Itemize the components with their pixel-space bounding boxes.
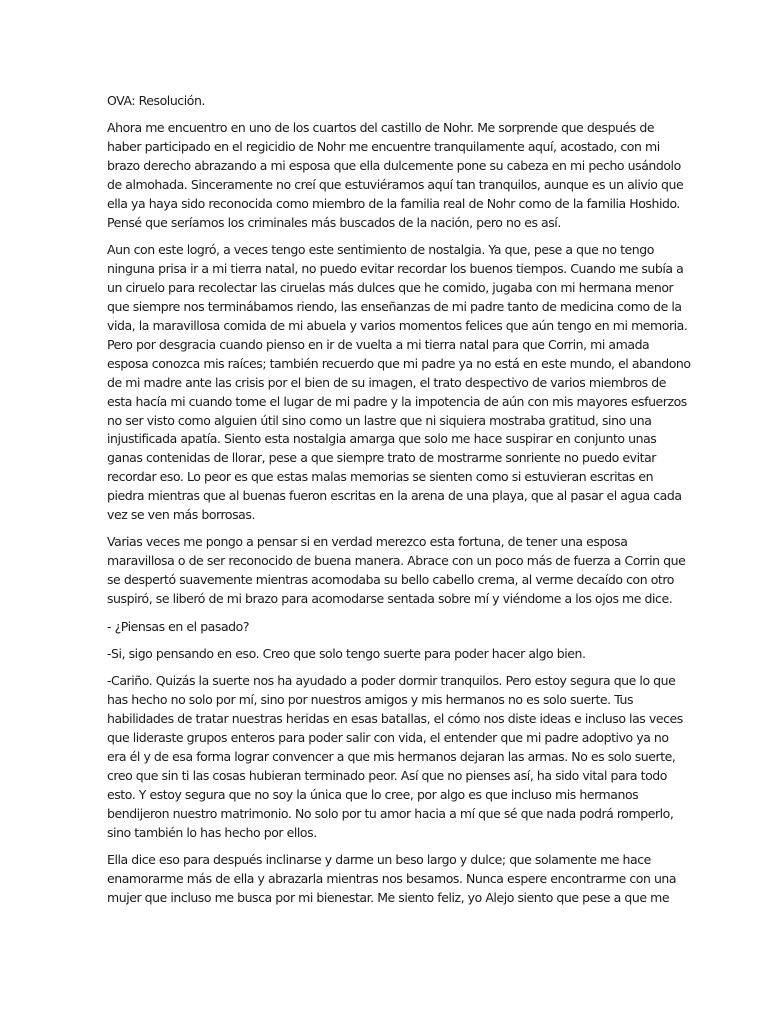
text-line: de almohada. Sinceramente no creí que estuviéramos aquí tan tranquilos, aunque es un alivio que (107, 177, 684, 193)
text-line: sino también lo has hecho por ellos. (107, 824, 317, 840)
text-line: suspiró, se liberó de mi brazo para acomodarse sentada sobre mí y viéndome a los ojos me dice. (107, 591, 673, 607)
text-line: que lideraste grupos enteros para poder salir con vida, el entender que mi padre adoptivo ya no (107, 730, 669, 746)
text-line: brazo derecho abrazando a mi esposa que ella dulcemente pone su cabeza en mi pecho usándolo (107, 158, 681, 174)
text-line: esto. Y estoy segura que no soy la única que lo cree, por algo es que incluso mis hermanos (107, 786, 639, 802)
document-body (107, 119, 691, 907)
text-line: has hecho no solo por mí, sino por nuestros amigos y mis hermanos no es solo suerte. Tus (107, 692, 634, 708)
paragraph (107, 851, 677, 908)
text-line: de mi madre ante las crisis por el bien de su imagen, el trato despectivo de varios miembros de (107, 374, 666, 390)
text-line: esposa conozca mis raíces; también recuerdo que mi padre ya no está en este mundo, el abandono (107, 355, 691, 371)
text-line: habilidades de tratar nuestras heridas en esas batallas, el cómo nos diste ideas e incluso las veces (107, 711, 683, 727)
text-line: creo que sin ti las cosas hubieran terminado peor. Así que no pienses así, ha sido vital para todo (107, 767, 667, 783)
paragraph (107, 533, 686, 609)
paragraph (107, 241, 691, 525)
text-line: bendijeron nuestro matrimonio. No solo por tu amor hacia a mí que sé que nada podrá romperlo, (107, 805, 674, 821)
text-line: -Si, sigo pensando en eso. Creo que solo tengo suerte para poder hacer algo bien. (107, 645, 586, 661)
paragraph (107, 119, 684, 232)
text-line: ninguna prisa ir a mi tierra natal, no puedo evitar recordar los buenos tiempos. Cuando me subía a (107, 261, 684, 277)
text-line: enamorarme más de ella y abrazarla mientras nos besamos. Nunca espere encontrarme con una (107, 870, 677, 886)
paragraph (107, 618, 662, 637)
text-line: era él y de esa forma lograr convencer a que mis hermanos dejaran las armas. No es solo suerte, (107, 749, 676, 764)
text-line: haber participado en el regicidio de Nohr me encuentre tranquilamente aquí, acostado, con mi (107, 139, 660, 155)
text-line: piedra mientras que al buenas fueron escritas en la arena de una playa, que al pasar el agua cada (107, 488, 682, 504)
text-line: ella ya haya sido reconocida como miembro de la familia real de Nohr como de la familia Hoshido. (107, 196, 680, 212)
text-line: esta hacía mi cuando tome el lugar de mi padre y la impotencia de aún con mis mayores esfuerzos (107, 393, 687, 409)
text-line: ganas contenidas de llorar, pese a que siempre trato de mostrarme sonriente no puedo evitar (107, 450, 656, 466)
text-line: Pensé que seríamos los criminales más buscados de la nación, pero no es así. (107, 214, 561, 230)
text-line: Aun con este logró, a veces tengo este sentimiento de nostalgia. Ya que, pese a que no tengo (107, 242, 654, 258)
text-line: mujer que incluso me busca por mi bienestar. Me siento feliz, yo Alejo siento que pese a que me (107, 889, 670, 905)
text-line: maravillosa o de ser reconocido de buena manera. Abrace con un poco más de fuerza a Corrin que (107, 553, 686, 569)
text-line: que siempre nos terminábamos riendo, las enseñanzas de mi padre tanto de medicina como de la (107, 299, 682, 315)
title-line: OVA: Resolución. (107, 93, 205, 108)
text-line: Ahora me encuentro en uno de los cuartos del castillo de Nohr. Me sorprende que después de (107, 120, 655, 136)
paragraph (107, 672, 683, 842)
text-line: Pero por desgracia cuando pienso en ir de vuelta a mi tierra natal para que Corrin, mi amada (107, 336, 650, 352)
text-line: vez se ven más borrosas. (107, 507, 255, 523)
text-line: vida, la maravillosa comida de mi abuela y varios momentos felices que aún tengo en mi memoria. (107, 317, 688, 333)
text-line: - ¿Piensas en el pasado? (107, 618, 250, 634)
text-line: Ella dice eso para después inclinarse y darme un beso largo y dulce; que solamente me hace (107, 852, 651, 868)
text-line: no ser visto como alguien útil sino como un lastre que ni siquiera mostraba gratitud, sino una (107, 412, 652, 428)
text-line: injustificada apatía. Siento esta nostalgia amarga que solo me hace suspirar en conjunto unas (107, 431, 657, 447)
document-title (107, 92, 662, 111)
text-line: recordar eso. Lo peor es que estas malas memorias se sienten como si estuvieran escritas en (107, 469, 654, 485)
text-line: un ciruelo para recolectar las ciruelas más dulces que he comido, jugaba con mi hermana menor (107, 280, 674, 296)
paragraph (107, 645, 662, 664)
text-line: Varias veces me pongo a pensar si en verdad merezco esta fortuna, de tener una esposa (107, 534, 628, 550)
text-line: se despertó suavemente mientras acomodaba su bello cabello crema, al verme decaído con otro (107, 572, 674, 588)
text-line: -Cariño. Quizás la suerte nos ha ayudado a poder dormir tranquilos. Pero estoy segura que lo que (107, 673, 676, 689)
